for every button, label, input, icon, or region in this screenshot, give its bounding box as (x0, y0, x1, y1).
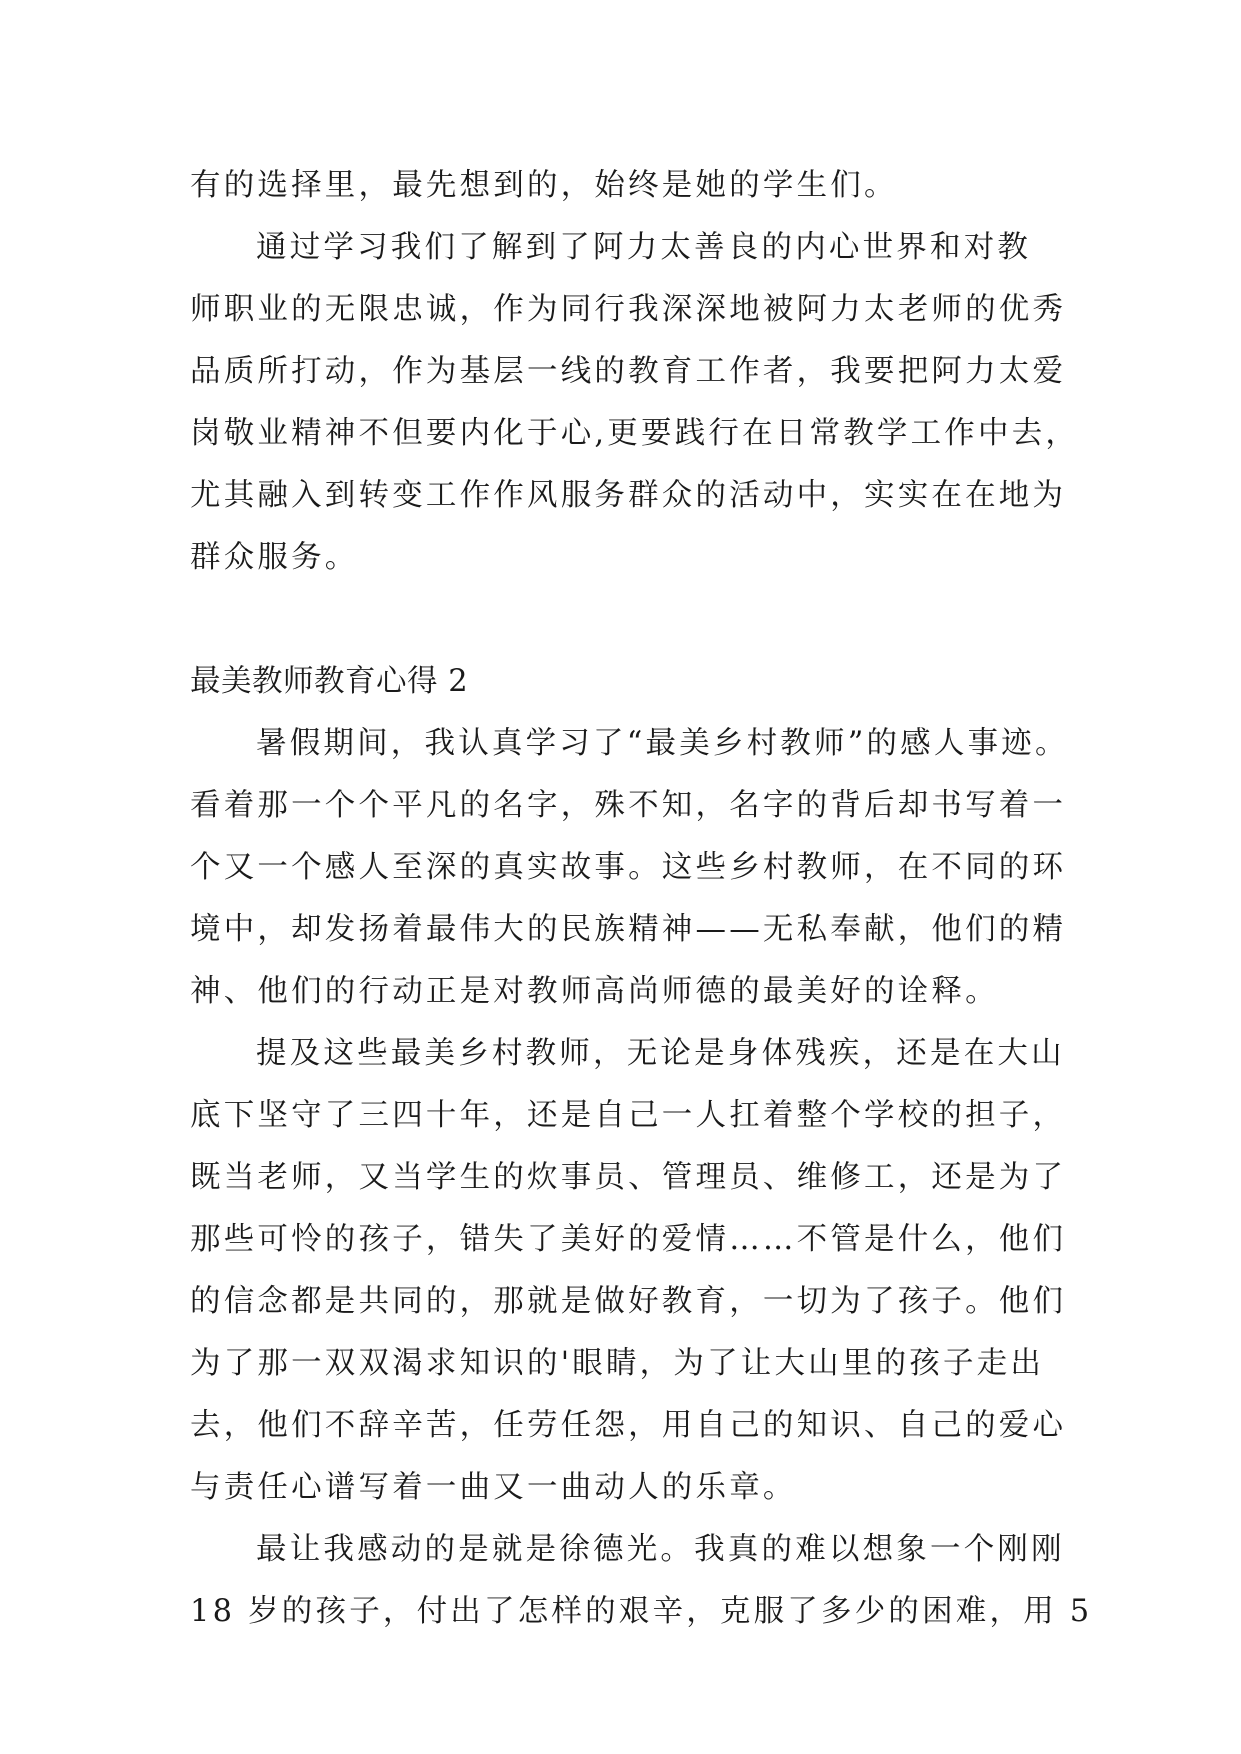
section-heading: 最美教师教育心得 2 (190, 664, 469, 699)
text-line: 尤其融入到转变工作作风服务群众的活动中，实实在在地为 (190, 478, 1067, 513)
text-line: 看着那一个个平凡的名字，殊不知，名字的背后却书写着一 (190, 788, 1067, 823)
text-line: 师职业的无限忠诚，作为同行我深深地被阿力太老师的优秀 (190, 292, 1067, 327)
blank-line (190, 589, 1052, 651)
text-line: 最让我感动的是就是徐德光。我真的难以想象一个刚刚 (256, 1532, 1065, 1567)
text-line: 通过学习我们了解到了阿力太善良的内心世界和对教 (256, 230, 1032, 265)
text-line: 那些可怜的孩子，错失了美好的爱情……不管是什么，他们 (190, 1222, 1067, 1257)
text-line: 去，他们不辞辛苦，任劳任怨，用自己的知识、自己的爱心 (190, 1408, 1067, 1443)
text-line: 有的选择里，最先想到的，始终是她的学生们。 (190, 168, 898, 203)
paragraph (190, 1519, 1093, 1643)
text-line: 品质所打动，作为基层一线的教育工作者，我要把阿力太爱 (190, 354, 1067, 389)
text-line: 18 岁的孩子，付出了怎样的艰辛，克服了多少的困难，用 5 (190, 1594, 1093, 1629)
text-line: 岗敬业精神不但要内化于心,更要践行在日常教学工作中去， (190, 416, 1080, 451)
paragraph (190, 713, 1069, 1023)
text-line: 提及这些最美乡村教师，无论是身体残疾，还是在大山 (256, 1036, 1065, 1071)
document-page (190, 155, 1093, 1643)
paragraph-continuation (190, 155, 1052, 217)
text-line: 神、他们的行动正是对教师高尚师德的最美好的诠释。 (190, 974, 999, 1009)
text-line: 为了那一双双渴求知识的'眼睛，为了让大山里的孩子走出 (190, 1346, 1045, 1381)
text-line: 境中，却发扬着最伟大的民族精神——无私奉献，他们的精 (190, 912, 1067, 947)
text-line: 暑假期间，我认真学习了“最美乡村教师”的感人事迹。 (256, 726, 1069, 761)
paragraph (190, 217, 1080, 589)
text-line: 群众服务。 (190, 540, 359, 575)
text-line: 底下坚守了三四十年，还是自己一人扛着整个学校的担子， (190, 1098, 1067, 1133)
paragraph (190, 1023, 1067, 1519)
text-line: 既当老师，又当学生的炊事员、管理员、维修工，还是为了 (190, 1160, 1067, 1195)
text-line: 的信念都是共同的，那就是做好教育，一切为了孩子。他们 (190, 1284, 1067, 1319)
text-line: 个又一个感人至深的真实故事。这些乡村教师，在不同的环 (190, 850, 1067, 885)
text-line: 与责任心谱写着一曲又一曲动人的乐章。 (190, 1470, 797, 1505)
